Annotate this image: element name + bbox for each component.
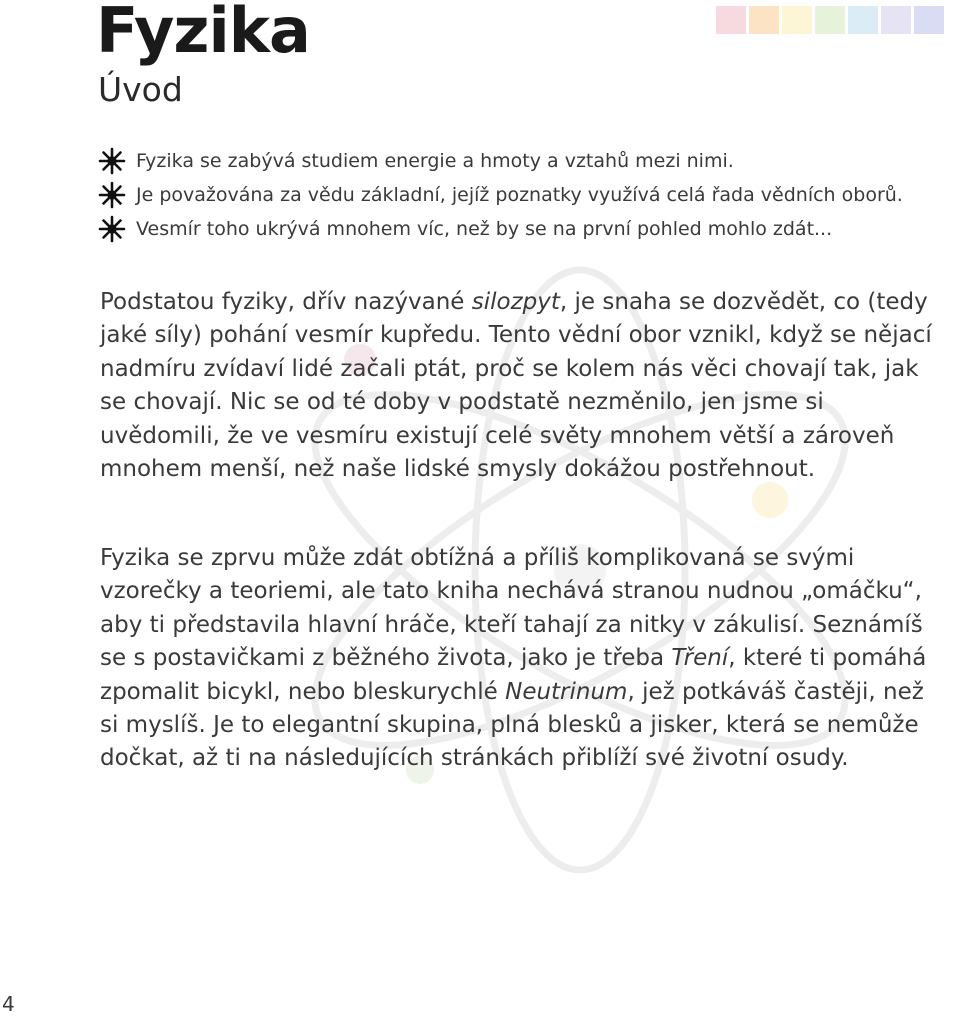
bullet-text: Vesmír toho ukrývá mnohem víc, než by se na první pohled mohlo zdát...: [136, 218, 833, 240]
bullet-item: [98, 212, 903, 246]
paragraph-text: , je snaha se dozvědět, co (tedy jaké síly) pohání vesmír kupředu. Tento vědní obor vznikl, když se nějací nadmíru zvídaví lidé začali ptát, proč se kolem nás věci chovají tak, jak se chovají. Nic se od té doby v podstatě nezměnilo, jen jsme si uvědomili, že ve vesmíru existují celé světy mnohem větší a zároveň mnohem menší, než naše lidské smysly dokážou postřehnout.: [100, 289, 932, 483]
second-paragraph: [100, 542, 940, 776]
bullet-text: Fyzika se zabývá studiem energie a hmoty a vztahů mezi nimi.: [136, 150, 734, 172]
bullet-text: Je považována za vědu základní, jejíž poznatky využívá celá řada vědních oborů.: [136, 184, 903, 206]
color-swatch: [881, 6, 911, 34]
asterisk-star-icon: [98, 147, 126, 175]
emphasis-term: Neutrinum: [505, 678, 628, 705]
paragraph-text: , jež potkáváš častěji, než si myslíš. Je to elegantní skupina, plná blesků a jisker, která se nemůže dočkat, až ti na následujících stránkách přiblíží své životní osudy.: [100, 678, 924, 772]
color-swatch-strip: [716, 6, 944, 34]
bullet-item: [98, 144, 903, 178]
paragraph-text: , které ti pomáhá zpomalit bicykl, nebo bleskurychlé: [100, 645, 927, 705]
paragraph-text: Fyzika se zprvu může zdát obtížná a příliš komplikovaná se svými vzorečky a teoriemi, ale tato kniha nechává stranou nudnou „omáčku“, aby ti představila hlavní hráče, kteří tahají za nitky v zákulisí. Seznámíš se s postavičkami z běžného života, jako je třeba: [100, 545, 923, 672]
color-swatch: [716, 6, 746, 34]
color-swatch: [914, 6, 944, 34]
asterisk-star-icon: [98, 181, 126, 209]
color-swatch: [749, 6, 779, 34]
page-number: 4: [2, 992, 15, 1016]
emphasis-term: silozpyt: [471, 289, 560, 315]
page-title: Fyzika: [96, 0, 310, 67]
bullet-list: [98, 144, 903, 246]
paragraph-text: Podstatou fyziky, dřív nazývané: [100, 289, 472, 315]
emphasis-term: Tření: [671, 645, 729, 672]
asterisk-star-icon: [98, 215, 126, 243]
color-swatch: [815, 6, 845, 34]
intro-paragraph: [100, 286, 940, 486]
bullet-item: [98, 178, 903, 212]
color-swatch: [782, 6, 812, 34]
color-swatch: [848, 6, 878, 34]
page-subtitle: Úvod: [98, 70, 183, 109]
